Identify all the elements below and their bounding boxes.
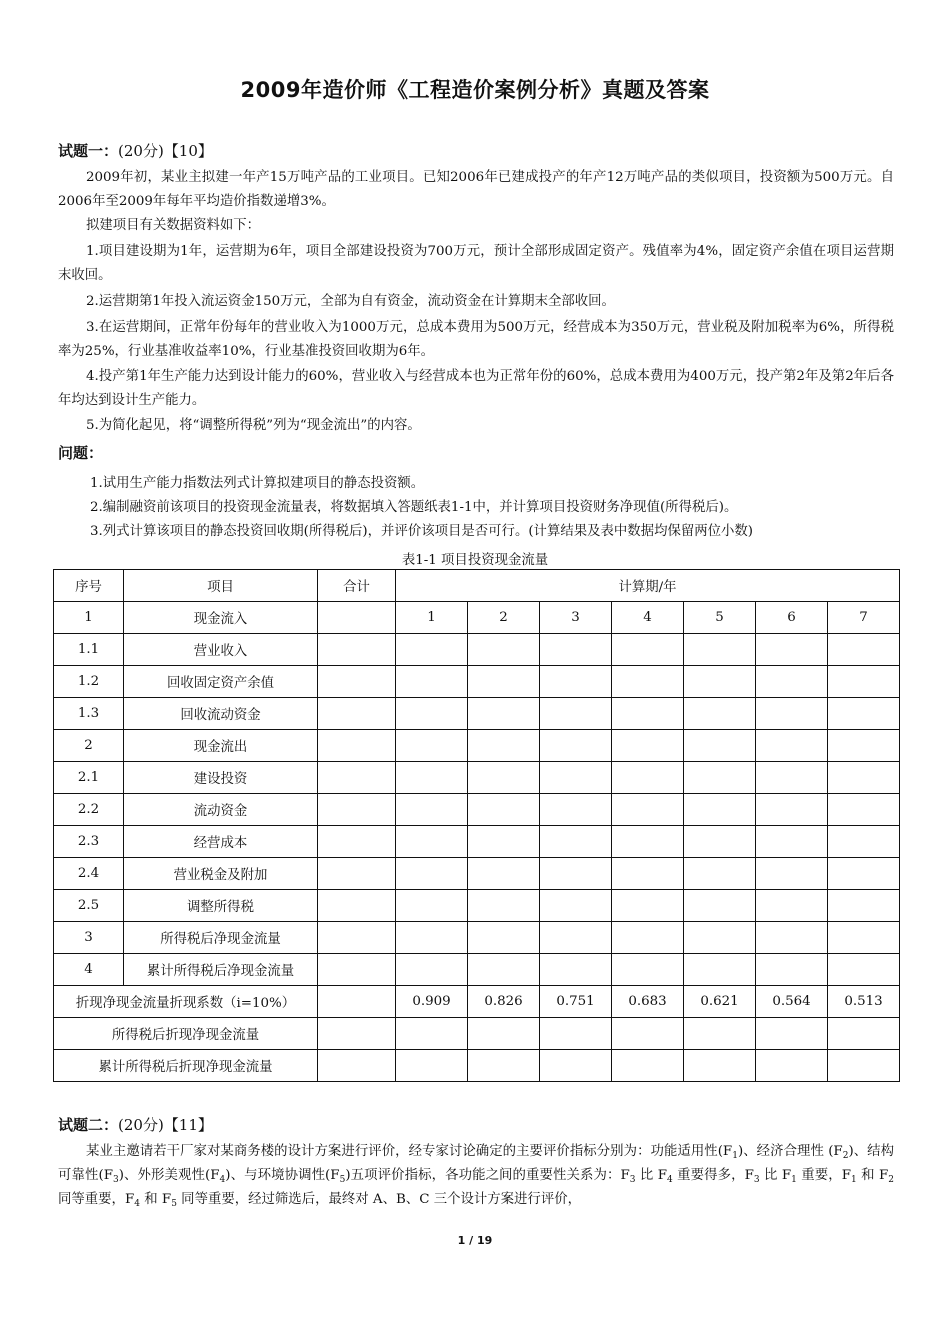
q2-text-c: )、结构可靠性(F: [58, 1144, 894, 1183]
table-cell-empty: [612, 954, 684, 986]
table-cell-empty: [756, 954, 828, 986]
table-cell-empty: [468, 1018, 540, 1050]
table-cell-empty: [684, 954, 756, 986]
table-cell-empty: [318, 698, 396, 730]
q2-text-k: 和 F: [856, 1168, 889, 1183]
question-1-item: 1.试用生产能力指数法列式计算拟建项目的静态投资额。: [90, 476, 425, 491]
discount-factor-cell: 0.683: [612, 986, 684, 1018]
table-cell-item: 所得税后净现金流量: [124, 922, 318, 954]
discount-factor-row: [54, 986, 900, 1018]
table-cell-empty: [612, 826, 684, 858]
q1-data-intro: 拟建项目有关数据资料如下：: [86, 218, 261, 233]
table-cell-empty: [828, 1050, 900, 1082]
table-cell-empty: [612, 858, 684, 890]
q2-text-n: 同等重要，经过筛选后，最终对 A、B、C 三个设计方案进行评价，: [176, 1192, 581, 1207]
table-cell-empty: [540, 666, 612, 698]
q2-sub: 4: [219, 1175, 226, 1185]
table-cell-empty: [318, 666, 396, 698]
table-cell-empty: [684, 858, 756, 890]
table-cell-empty: [468, 666, 540, 698]
table-cell-empty: [396, 858, 468, 890]
table-cell-empty: [756, 890, 828, 922]
q2-text-a: 某业主邀请若干厂家对某商务楼的设计方案进行评价，经专家讨论确定的主要评价指标分别为：功能适用性(F: [86, 1144, 733, 1159]
table-cell-empty: [756, 698, 828, 730]
table-row: [54, 634, 900, 666]
table-cell-item: 回收固定资产余值: [124, 666, 318, 698]
year-header-cell: 2: [468, 602, 540, 634]
table-cell-item: 调整所得税: [124, 890, 318, 922]
table-cell-empty: [612, 762, 684, 794]
table-cell-empty: [468, 1050, 540, 1082]
table-cell-empty: [396, 826, 468, 858]
table-cell-empty: [396, 890, 468, 922]
q1-item-3: 3.在运营期间，正常年份每年的营业收入为1000万元，总成本费用为500万元，经营成本为350万元，营业税及附加税率为6%，所得税率为25%，行业基准收益率10%，行业基准投资回收期为6年。: [58, 320, 894, 359]
table-cell-empty: [318, 794, 396, 826]
table-cell-seq: 2.1: [54, 762, 124, 794]
question-2-score: (20分)【11】: [118, 1116, 213, 1134]
table-cell-empty: [684, 826, 756, 858]
table-cell-empty: [540, 794, 612, 826]
table-cell-empty: [396, 1050, 468, 1082]
page-number: 1 / 19: [457, 1234, 493, 1247]
table-cell-empty: [828, 1018, 900, 1050]
table-cell-empty: [468, 794, 540, 826]
table-cell-empty: [612, 1050, 684, 1082]
table-row: [54, 602, 900, 634]
table-row: [54, 890, 900, 922]
table-cell-empty: [828, 858, 900, 890]
q2-sub: 1: [851, 1175, 857, 1185]
header-total: 合计: [318, 570, 396, 602]
table-cell-empty: [612, 794, 684, 826]
table-cell-empty: [756, 634, 828, 666]
table-cell-seq: 2.3: [54, 826, 124, 858]
table-cell-empty: [684, 666, 756, 698]
table-cell-item: 累计所得税后净现金流量: [124, 954, 318, 986]
table-cell-item: 营业收入: [124, 634, 318, 666]
q2-sub: 3: [629, 1175, 636, 1185]
table-cell-empty: [318, 826, 396, 858]
table-cell-empty: [756, 1018, 828, 1050]
table-cell-empty: [612, 1018, 684, 1050]
q2-text-h: 重要得多，F: [672, 1168, 754, 1183]
table-row: [54, 954, 900, 986]
year-header-cell: 3: [540, 602, 612, 634]
table-cell-seq: 4: [54, 954, 124, 986]
table-cell-empty: [396, 762, 468, 794]
year-header-cell: 6: [756, 602, 828, 634]
q2-text-d: )、外形美观性(F: [118, 1168, 220, 1183]
discount-factor-cell: 0.513: [828, 986, 900, 1018]
q2-intro-paragraph: [58, 1140, 894, 1212]
table-cell-empty: [612, 698, 684, 730]
discount-factor-cell: 0.751: [540, 986, 612, 1018]
table-cell-empty: [828, 666, 900, 698]
table-cell-label: 所得税后折现净现金流量: [54, 1018, 318, 1050]
year-header-cell: 5: [684, 602, 756, 634]
table-cell-empty: [318, 762, 396, 794]
table-cell-empty: [612, 634, 684, 666]
table-caption: 表1-1 项目投资现金流量: [401, 553, 549, 568]
table-cell: 现金流入: [124, 602, 318, 634]
q2-sub: 4: [134, 1199, 140, 1209]
table-cell-empty: [756, 858, 828, 890]
table-row: [54, 762, 900, 794]
q2-sub: 3: [753, 1175, 760, 1185]
q2-sub: 4: [667, 1175, 673, 1185]
table-cell-seq: 1.3: [54, 698, 124, 730]
table-cell-empty: [318, 954, 396, 986]
table-cell-empty: [684, 922, 756, 954]
table-cell-item: 营业税金及附加: [124, 858, 318, 890]
year-header-cell: 7: [828, 602, 900, 634]
table-cell-empty: [828, 698, 900, 730]
table-cell-empty: [828, 730, 900, 762]
q2-text-f: )五项评价指标，各功能之间的重要性关系为：F: [345, 1168, 630, 1183]
table-row: [54, 922, 900, 954]
table-row: [54, 794, 900, 826]
table-row: [54, 858, 900, 890]
table-row: [54, 1050, 900, 1082]
table-cell-empty: [540, 954, 612, 986]
table-cell-empty: [612, 922, 684, 954]
q2-text-g: 比 F: [635, 1168, 668, 1183]
table-cell-empty: [684, 794, 756, 826]
table-cell-empty: [396, 666, 468, 698]
year-header-cell: 4: [612, 602, 684, 634]
table-cell-empty: [318, 890, 396, 922]
table-cell-seq: 3: [54, 922, 124, 954]
q2-text-i: 比 F: [759, 1168, 792, 1183]
table-cell-item: 经营成本: [124, 826, 318, 858]
document-title: 2009年造价师《工程造价案例分析》真题及答案: [240, 78, 710, 102]
table-cell-empty: [828, 794, 900, 826]
q2-sub: 5: [171, 1199, 177, 1209]
cash-flow-table-body: [54, 570, 900, 1082]
table-cell-empty: [756, 666, 828, 698]
table-cell-empty: [612, 730, 684, 762]
q2-sub: 2: [842, 1151, 849, 1161]
table-cell-empty: [828, 890, 900, 922]
discount-factor-cell: 0.909: [396, 986, 468, 1018]
table-cell-empty: [468, 954, 540, 986]
table-cell-total: [318, 602, 396, 634]
q1-item-1: 1.项目建设期为1年，运营期为6年，项目全部建设投资为700万元，预计全部形成固定资产。残值率为4%，固定资产余值在项目运营期末收回。: [58, 244, 894, 283]
question-1-score: (20分)【10】: [118, 142, 213, 160]
table-cell-seq: 1.2: [54, 666, 124, 698]
discount-factor-cell: 0.564: [756, 986, 828, 1018]
table-cell-empty: [396, 1018, 468, 1050]
header-period: 计算期/年: [396, 570, 900, 602]
table-cell-empty: [684, 1018, 756, 1050]
table-cell-empty: [540, 858, 612, 890]
table-cell-empty: [540, 890, 612, 922]
table-cell-empty: [396, 954, 468, 986]
table-cell-empty: [684, 730, 756, 762]
table-cell-empty: [318, 858, 396, 890]
table-cell-item: 现金流出: [124, 730, 318, 762]
table-cell-empty: [684, 1050, 756, 1082]
q1-item-4: 4.投产第1年生产能力达到设计能力的60%，营业收入与经营成本也为正常年份的60%，总成本费用为400万元，投产第2年及第2年后各年均达到设计生产能力。: [58, 369, 894, 408]
year-header-cell: 1: [396, 602, 468, 634]
header-seq: 序号: [54, 570, 124, 602]
header-item: 项目: [124, 570, 318, 602]
table-cell-empty: [540, 730, 612, 762]
discount-factor-label: 折现净现金流量折现系数（i=10%）: [54, 986, 318, 1018]
question-3-item: 3.列式计算该项目的静态投资回收期(所得税后)，并评价该项目是否可行。(计算结果及表中数据均保留两位小数): [90, 524, 754, 539]
table-cell-empty: [612, 890, 684, 922]
table-cell-item: 建设投资: [124, 762, 318, 794]
table-cell-empty: [468, 698, 540, 730]
table-cell-label: 累计所得税后折现净现金流量: [54, 1050, 318, 1082]
table-cell-empty: [540, 1050, 612, 1082]
table-row: [54, 698, 900, 730]
table-cell-empty: [318, 730, 396, 762]
table-cell-seq: 1.1: [54, 634, 124, 666]
table-cell-empty: [684, 698, 756, 730]
table-row: [54, 1018, 900, 1050]
table-cell-item: 回收流动资金: [124, 698, 318, 730]
q2-sub: 3: [113, 1175, 119, 1185]
table-cell-empty: [828, 922, 900, 954]
cash-flow-table: [53, 569, 900, 1082]
discount-factor-cell: 0.621: [684, 986, 756, 1018]
table-cell-empty: [756, 762, 828, 794]
table-cell-empty: [684, 762, 756, 794]
table-cell-empty: [396, 698, 468, 730]
q2-text-e: )、与环境协调性(F: [225, 1168, 340, 1183]
q2-text-b: )、经济合理性 (F: [737, 1144, 843, 1159]
table-cell-empty: [684, 890, 756, 922]
table-cell-empty: [756, 826, 828, 858]
question-2-heading: [58, 1114, 213, 1135]
table-cell-empty: [756, 730, 828, 762]
question-1-heading: [58, 140, 213, 161]
q2-sub: 5: [339, 1175, 346, 1185]
q2-text-l: 同等重要，F: [58, 1192, 135, 1207]
q2-text-j: 重要，F: [796, 1168, 852, 1183]
table-cell-empty: [540, 826, 612, 858]
table-cell-empty: [318, 634, 396, 666]
table-cell-empty: [540, 1018, 612, 1050]
table-cell-empty: [756, 922, 828, 954]
table-cell-empty: [396, 634, 468, 666]
table-cell-empty: [468, 922, 540, 954]
table-cell-empty: [540, 634, 612, 666]
table-header-row: [54, 570, 900, 602]
table-cell-empty: [396, 794, 468, 826]
table-cell-empty: [318, 1018, 396, 1050]
table-cell-seq: 2.2: [54, 794, 124, 826]
table-cell-seq: 2: [54, 730, 124, 762]
table-cell-empty: [396, 922, 468, 954]
table-cell-seq: 2.5: [54, 890, 124, 922]
question-2-label: 试题二：: [58, 1116, 119, 1134]
table-cell-empty: [468, 890, 540, 922]
table-cell-empty: [468, 730, 540, 762]
q2-sub: 1: [791, 1175, 797, 1185]
table-row: [54, 730, 900, 762]
table-cell-empty: [684, 634, 756, 666]
table-cell-empty: [756, 794, 828, 826]
table-cell-seq: 2.4: [54, 858, 124, 890]
table-cell-empty: [468, 762, 540, 794]
table-cell-empty: [540, 762, 612, 794]
question-1-label: 试题一：: [58, 142, 119, 160]
question-2-item: 2.编制融资前该项目的投资现金流量表，将数据填入答题纸表1-1中，并计算项目投资财务净现值(所得税后)。: [90, 500, 738, 515]
questions-heading: 问题：: [58, 444, 104, 462]
table-row: [54, 666, 900, 698]
q2-sub: 2: [888, 1175, 895, 1185]
table-cell-empty: [756, 1050, 828, 1082]
q1-item-2: 2.运营期第1年投入流运资金150万元，全部为自有资金，流动资金在计算期末全部收回。: [86, 294, 615, 309]
q2-text-m: 和 F: [139, 1192, 172, 1207]
q2-sub: 1: [732, 1151, 738, 1161]
discount-factor-cell: 0.826: [468, 986, 540, 1018]
table-cell-empty: [828, 954, 900, 986]
table-cell-empty: [318, 986, 396, 1018]
q1-intro-paragraph: 2009年初，某业主拟建一年产15万吨产品的工业项目。已知2006年已建成投产的年产12万吨产品的类似项目，投资额为500万元。自2006年至2009年每年平均造价指数递增3%。: [58, 170, 894, 209]
table-cell-empty: [468, 634, 540, 666]
table-cell-empty: [468, 826, 540, 858]
q1-item-5: 5.为简化起见，将“调整所得税”列为“现金流出”的内容。: [86, 418, 421, 433]
table-cell-empty: [612, 666, 684, 698]
table-row: [54, 826, 900, 858]
table-cell-empty: [828, 826, 900, 858]
table-cell-empty: [318, 922, 396, 954]
table-cell-item: 流动资金: [124, 794, 318, 826]
table-cell-empty: [396, 730, 468, 762]
table-cell-empty: [540, 922, 612, 954]
table-cell-empty: [318, 1050, 396, 1082]
table-cell-empty: [828, 762, 900, 794]
table-cell: 1: [54, 602, 124, 634]
table-cell-empty: [468, 858, 540, 890]
table-cell-empty: [540, 698, 612, 730]
table-cell-empty: [828, 634, 900, 666]
